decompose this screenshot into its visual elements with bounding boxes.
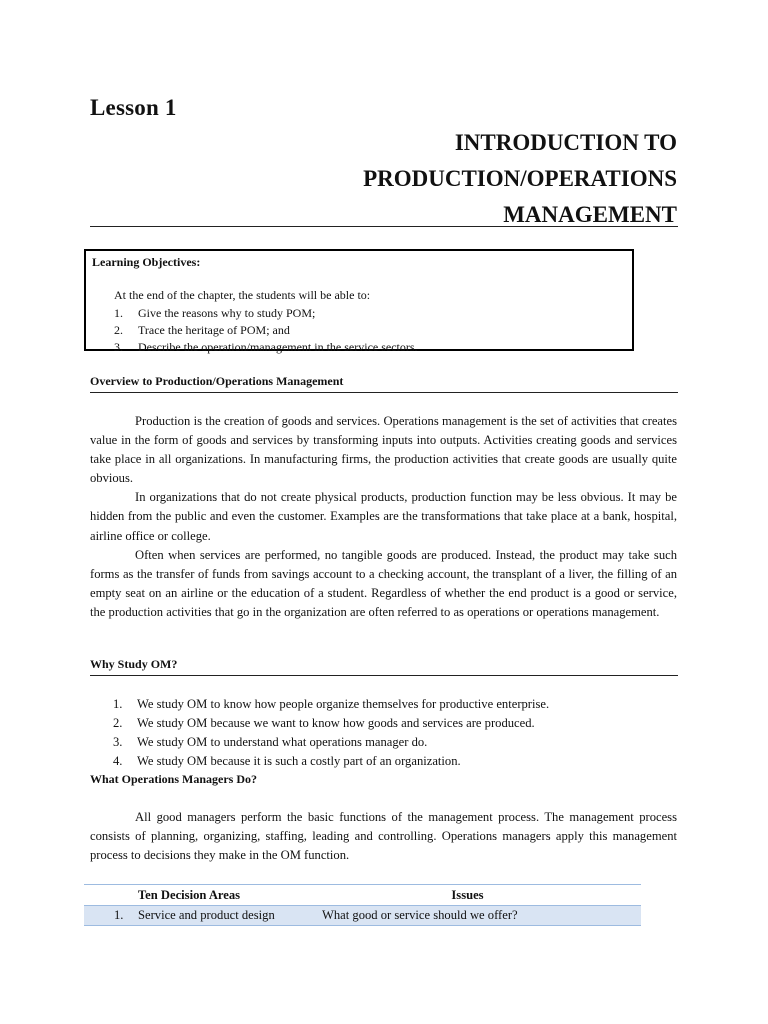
list-item <box>114 322 418 339</box>
item-text: We study OM because it is such a costly part of an organization. <box>137 754 461 768</box>
objectives-list <box>114 305 418 356</box>
title-divider <box>90 226 678 227</box>
list-item <box>113 714 549 733</box>
item-number: 2. <box>114 323 123 337</box>
table-row <box>84 906 641 926</box>
item-text: Trace the heritage of POM; and <box>138 323 290 337</box>
item-number: 4. <box>113 754 123 768</box>
list-item <box>114 339 418 356</box>
item-text: Describe the operation/management in the service sectors. <box>138 340 418 354</box>
managers-body <box>90 808 677 865</box>
table-cell-issue: What good or service should we offer? <box>294 906 641 926</box>
objectives-heading: Learning Objectives: <box>92 255 201 269</box>
table-header-row <box>84 885 641 906</box>
item-text: We study OM to know how people organize themselves for productive enterprise. <box>137 697 550 711</box>
paragraph: All good managers perform the basic functions of the management process. The management process consists of planning, organizing, staffing, leading and controlling. Operations managers apply this management process to decisions they make in the OM function. <box>90 810 677 863</box>
page-title <box>257 125 677 233</box>
paragraph: Often when services are performed, no tangible goods are produced. Instead, the product may take such forms as the transfer of funds from savings account to a checking account, the transplant of a liver, the filling of an empty seat on an airline or the education of a student. Regardless of whether the end product is a good or service, the production activities that go in the organization are often referred to as operations or operations management. <box>90 547 677 619</box>
list-item <box>113 752 549 771</box>
item-number: 3. <box>114 340 123 354</box>
learning-objectives-box <box>84 249 634 354</box>
item-text: Give the reasons why to study POM; <box>138 306 316 320</box>
title-line: PRODUCTION/OPERATIONS <box>363 166 677 191</box>
paragraph: In organizations that do not create physical products, production function may be less obvious. It may be hidden from the public and even the customer. Examples are the transformations that take place at a bank, hospital, airline office or college. <box>90 490 677 543</box>
list-item <box>113 695 549 714</box>
item-text: We study OM because we want to know how goods and services are produced. <box>137 716 535 730</box>
list-item <box>113 733 549 752</box>
item-text: We study OM to understand what operations manager do. <box>137 735 428 749</box>
why-study-list <box>113 695 549 771</box>
item-number: 2. <box>113 716 123 730</box>
why-study-heading: Why Study OM? <box>90 657 678 676</box>
item-number: 1. <box>114 306 123 320</box>
area-text: Service and product design <box>138 908 275 922</box>
title-line: MANAGEMENT <box>503 202 677 227</box>
managers-heading: What Operations Managers Do? <box>90 772 257 786</box>
table-cell-area <box>84 906 294 926</box>
title-line: INTRODUCTION TO <box>454 130 677 155</box>
row-number: 1. <box>114 908 124 922</box>
overview-body <box>90 412 677 622</box>
item-number: 3. <box>113 735 123 749</box>
item-number: 1. <box>113 697 123 711</box>
lesson-label: Lesson 1 <box>90 95 177 120</box>
paragraph: Production is the creation of goods and services. Operations management is the set of activities that creates value in the form of goods and services by transforming inputs into outputs. Activities creating goods and services take place in all organizations. In manufacturing firms, the production activities that create goods are usually quite obvious. <box>90 414 677 486</box>
objectives-intro: At the end of the chapter, the students will be able to: <box>114 288 371 302</box>
column-header: Ten Decision Areas <box>84 885 294 906</box>
decision-areas-table <box>84 884 641 926</box>
column-header: Issues <box>294 885 641 906</box>
list-item <box>114 305 418 322</box>
overview-heading: Overview to Production/Operations Management <box>90 374 678 393</box>
